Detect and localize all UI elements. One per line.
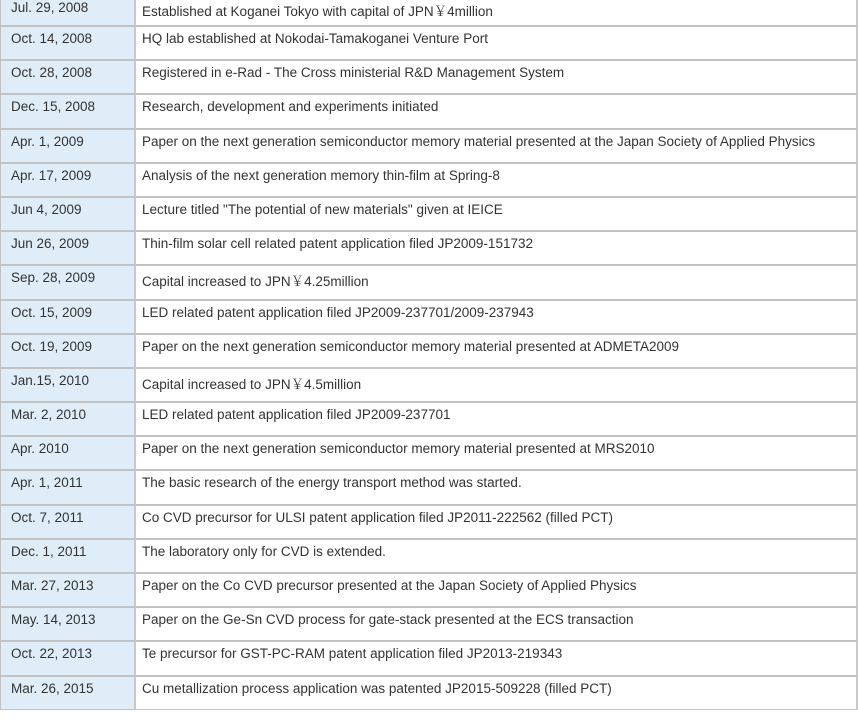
history-row [0, 231, 858, 265]
history-event: Paper on the Ge-Sn CVD process for gate-stack presented at the ECS transaction [136, 607, 858, 641]
history-event: Paper on the next generation semiconductor memory material presented at MRS2010 [136, 436, 858, 470]
history-row [0, 60, 858, 94]
history-date: Oct. 7, 2011 [0, 505, 136, 539]
history-date: Apr. 1, 2011 [0, 470, 136, 504]
history-event: Thin-film solar cell related patent application filed JP2009-151732 [136, 231, 858, 265]
history-date: Jan.15, 2010 [0, 368, 136, 402]
history-date: Oct. 22, 2013 [0, 641, 136, 675]
history-row [0, 436, 858, 470]
history-date: Dec. 1, 2011 [0, 539, 136, 573]
history-date: Oct. 28, 2008 [0, 60, 136, 94]
history-row [0, 26, 858, 60]
history-row [0, 505, 858, 539]
history-row [0, 676, 858, 710]
history-date: Jun 26, 2009 [0, 231, 136, 265]
history-row [0, 334, 858, 368]
history-row [0, 0, 858, 26]
history-date: Mar. 26, 2015 [0, 676, 136, 710]
history-event: Capital increased to JPN￥4.25million [136, 265, 858, 299]
history-event: The basic research of the energy transport method was started. [136, 470, 858, 504]
history-row [0, 402, 858, 436]
history-event: Established at Koganei Tokyo with capital of JPN￥4million [136, 0, 858, 26]
history-date: Oct. 15, 2009 [0, 300, 136, 334]
history-event: Paper on the next generation semiconductor memory material presented at the Japan Society of Applied Physics [136, 129, 858, 163]
history-event: Paper on the Co CVD precursor presented at the Japan Society of Applied Physics [136, 573, 858, 607]
history-row [0, 197, 858, 231]
history-date: Mar. 27, 2013 [0, 573, 136, 607]
history-date: Apr. 1, 2009 [0, 129, 136, 163]
history-event: Research, development and experiments initiated [136, 94, 858, 128]
history-row [0, 300, 858, 334]
history-row [0, 368, 858, 402]
history-row [0, 607, 858, 641]
history-date: Dec. 15, 2008 [0, 94, 136, 128]
history-event: The laboratory only for CVD is extended. [136, 539, 858, 573]
history-event: Paper on the next generation semiconductor memory material presented at ADMETA2009 [136, 334, 858, 368]
history-row [0, 573, 858, 607]
history-row [0, 94, 858, 128]
history-event: LED related patent application filed JP2009-237701 [136, 402, 858, 436]
history-row [0, 129, 858, 163]
history-event: Te precursor for GST-PC-RAM patent application filed JP2013-219343 [136, 641, 858, 675]
history-event: Analysis of the next generation memory thin-film at Spring-8 [136, 163, 858, 197]
history-event: Cu metallization process application was patented JP2015-509228 (filled PCT) [136, 676, 858, 710]
history-date: Apr. 17, 2009 [0, 163, 136, 197]
history-event: HQ lab established at Nokodai-Tamakoganei Venture Port [136, 26, 858, 60]
history-date: Oct. 19, 2009 [0, 334, 136, 368]
history-date: Jun 4, 2009 [0, 197, 136, 231]
history-row [0, 265, 858, 299]
history-date: Oct. 14, 2008 [0, 26, 136, 60]
history-date: Apr. 2010 [0, 436, 136, 470]
history-row [0, 641, 858, 675]
history-row [0, 470, 858, 504]
history-event: Lecture titled "The potential of new materials" given at IEICE [136, 197, 858, 231]
history-event: Registered in e-Rad - The Cross ministerial R&D Management System [136, 60, 858, 94]
history-event: Co CVD precursor for ULSI patent application filed JP2011-222562 (filled PCT) [136, 505, 858, 539]
history-date: Mar. 2, 2010 [0, 402, 136, 436]
history-date: Jul. 29, 2008 [0, 0, 136, 26]
history-date: May. 14, 2013 [0, 607, 136, 641]
history-row [0, 539, 858, 573]
history-date: Sep. 28, 2009 [0, 265, 136, 299]
history-event: Capital increased to JPN￥4.5million [136, 368, 858, 402]
history-row [0, 163, 858, 197]
history-event: LED related patent application filed JP2009-237701/2009-237943 [136, 300, 858, 334]
